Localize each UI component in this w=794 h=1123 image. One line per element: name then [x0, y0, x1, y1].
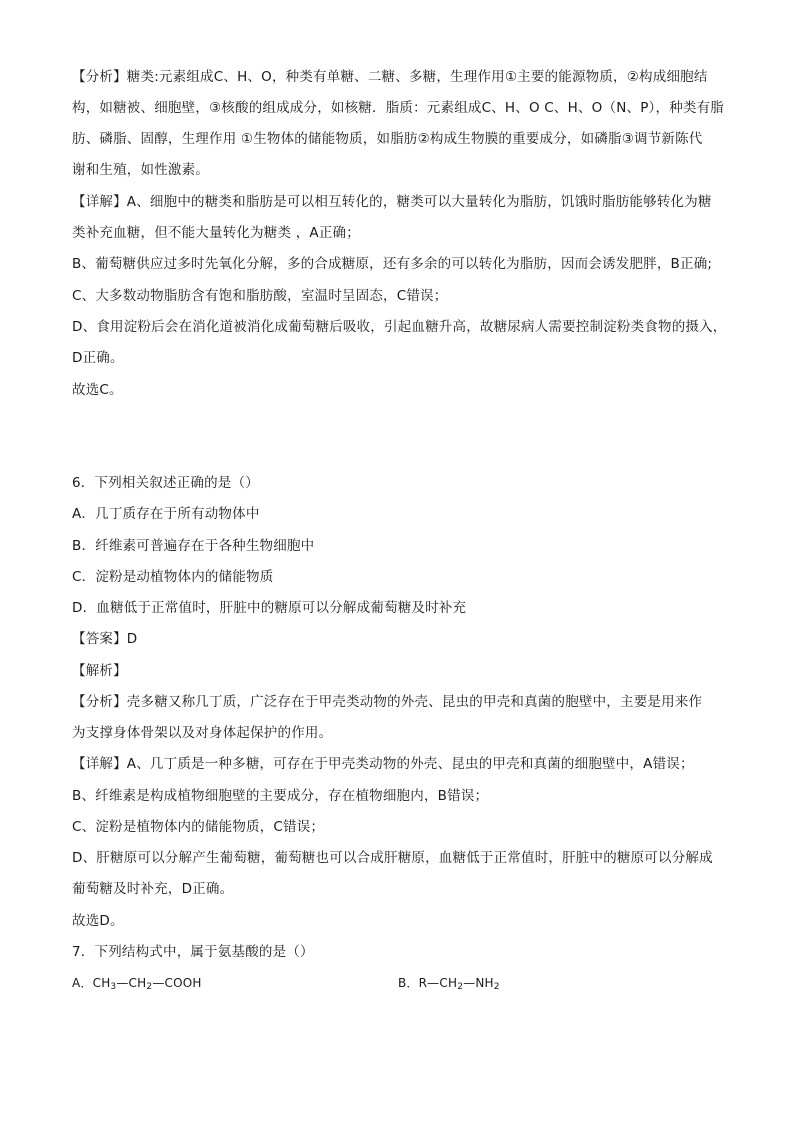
q6-option-a: A．几丁质存在于所有动物体中: [72, 506, 260, 522]
q7-option-a-label: A．: [72, 976, 93, 990]
q5-analysis-line-4: 谢和生殖，如性激素。: [72, 162, 209, 178]
q7-option-b-formula: $R—CH_2—NH_2$: [418, 976, 500, 992]
q5-analysis-line-2: 构，如糖被、细胞壁，③核酸的组成成分，如核糖．脂质：元素组成C、H、O C、H、O（N、P），种类有脂: [72, 100, 724, 116]
q6-detail-line-2: B、纤维素是构成植物细胞壁的主要成分，存在植物细胞内，B错误；: [72, 788, 489, 804]
q7-option-a-formula: $CH_3—CH_2—COOH$: [92, 976, 202, 992]
q5-analysis-line-3: 肪、磷脂、固醇，生理作用 ①生物体的储能物质，如脂肪②构成生物膜的重要成分，如磷脂③调节新陈代: [72, 131, 703, 147]
q6-analysis-line-2: 为支撑身体骨架以及对身体起保护的作用。: [72, 725, 333, 741]
q6-option-b: B．纤维素可普遍存在于各种生物细胞中: [72, 538, 315, 554]
q6-option-c: C．淀粉是动植物体内的储能物质: [72, 569, 274, 585]
q7-stem: 7．下列结构式中，属于氨基酸的是（）: [72, 944, 314, 960]
q6-detail-line-4: D、肝糖原可以分解产生葡萄糖，葡萄糖也可以合成肝糖原，血糖低于正常值时，肝脏中的糖原可以分解成: [72, 850, 713, 866]
q5-detail-line-2: 类补充血糖，但不能大量转化为糖类 ，A正确；: [72, 225, 360, 241]
q6-detail-line-3: C、淀粉是植物体内的储能物质，C错误；: [72, 819, 325, 835]
q6-analysis-header: 【解析】: [72, 663, 127, 679]
q6-detail-line-1: 【详解】A、几丁质是一种多糖，可存在于甲壳类动物的外壳、昆虫的甲壳和真菌的细胞壁中，A错误；: [72, 756, 694, 772]
q6-answer: 【答案】D: [72, 631, 138, 647]
q5-detail-line-5: D、食用淀粉后会在消化道被消化成葡萄糖后吸收，引起血糖升高，故糖尿病人需要控制淀粉类食物的摄入，: [72, 319, 727, 335]
q5-conclusion: 故选C。: [72, 382, 123, 398]
q7-option-b: [398, 973, 500, 997]
q6-stem: 6．下列相关叙述正确的是（）: [72, 475, 259, 491]
q7-option-a: [72, 973, 202, 997]
q5-detail-line-3: B、葡萄糖供应过多时先氧化分解，多的合成糖原，还有多余的可以转化为脂肪，因而会诱发肥胖，B正确;: [72, 256, 713, 272]
q5-analysis-line-1: 【分析】糖类:元素组成C、H、O，种类有单糖、二糖、多糖，生理作用①主要的能源物质，②构成细胞结: [72, 69, 708, 85]
q5-detail-line-1: 【详解】A、细胞中的糖类和脂肪是可以相互转化的，糖类可以大量转化为脂肪，饥饿时脂肪能够转化为糖: [72, 194, 712, 210]
q6-conclusion: 故选D。: [72, 913, 124, 929]
q7-option-b-label: B．: [398, 976, 419, 990]
q6-option-d: D．血糖低于正常值时，肝脏中的糖原可以分解成葡萄糖及时补充: [72, 600, 467, 616]
q5-detail-line-4: C、大多数动物脂肪含有饱和脂肪酸，室温时呈固态，C错误；: [72, 288, 448, 304]
q5-detail-line-6: D正确。: [72, 350, 124, 366]
q6-analysis-line-1: 【分析】壳多糖又称几丁质，广泛存在于甲壳类动物的外壳、昆虫的甲壳和真菌的胞壁中，主要是用来作: [72, 694, 703, 710]
q6-detail-line-5: 葡萄糖及时补充，D正确。: [72, 881, 234, 897]
